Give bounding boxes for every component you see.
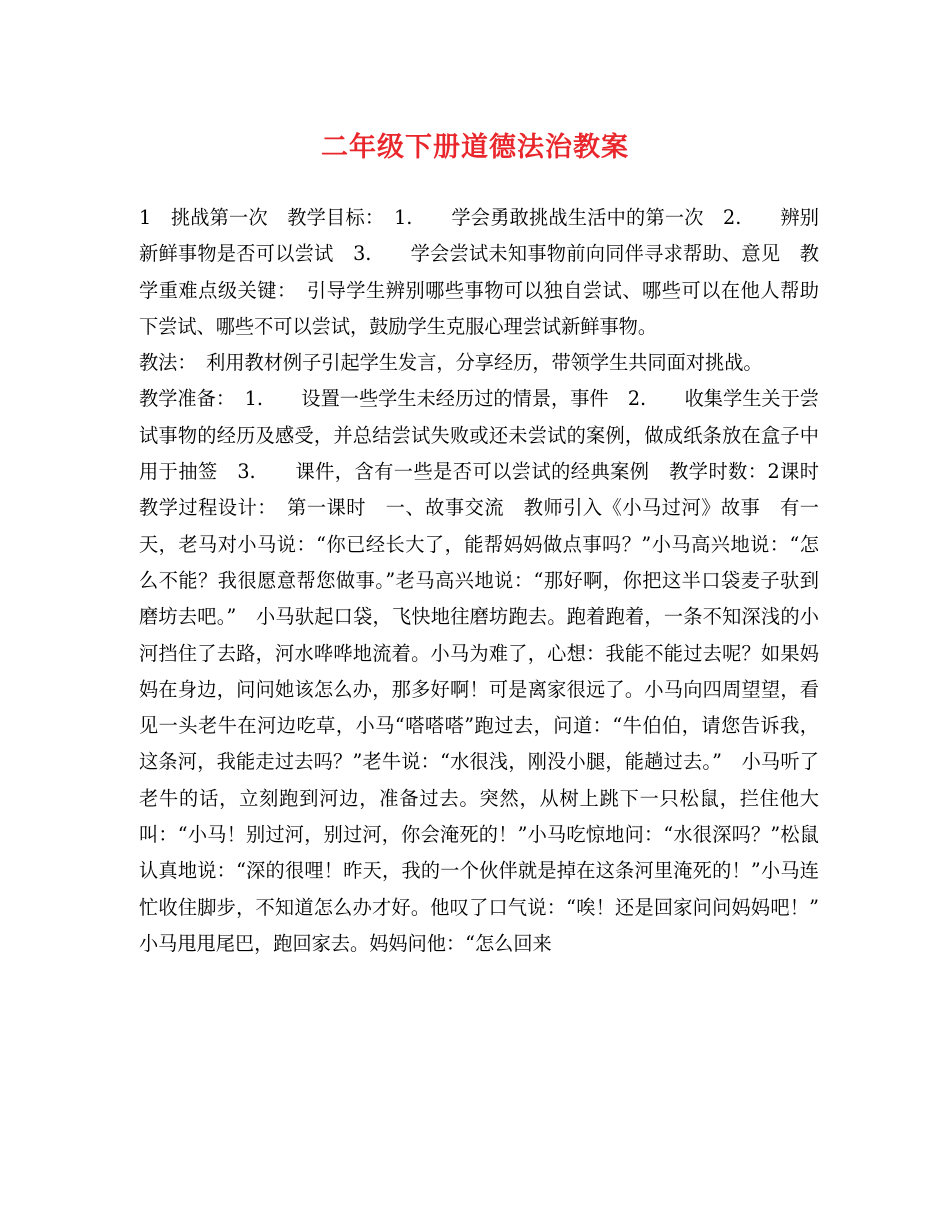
document-body (139, 200, 858, 962)
paragraph-teaching-method: 教法： 利用教材例子引起学生发言，分享经历，带领学生共同面对挑战。 (139, 351, 763, 375)
paragraph-preparation-and-story: 教学准备： 1. 设置一些学生未经历过的情景，事件 2. 收集学生关于尝试事物的经历及感受，并总结尝试失败或还未尝试的案例，做成纸条放在盒子中用于抽签 3. 课件，含有一些是否可以尝试的经典案例 教学时数：2课时 教学过程设计： 第一课时 一、故事交流 教师引入《小马过河》故事 有一天，老马对小马说：“你已经长大了，能帮妈妈做点事吗？”小马高兴地说：“怎么不能？我很愿意帮您做事。”老马高兴地说：“那好啊，你把这半口袋麦子驮到磨坊去吧。” 小马驮起口袋，飞快地往磨坊跑去。跑着跑着，一条不知深浅的小河挡住了去路，河水哗哗地流着。小马为难了，心想：我能不能过去呢？如果妈妈在身边，问问她该怎么办，那多好啊！可是离家很远了。小马向四周望望，看见一头老牛在河边吃草，小马“嗒嗒嗒”跑过去，问道：“牛伯伯，请您告诉我，这条河，我能走过去吗？”老牛说：“水很浅，刚没小腿，能趟过去。” 小马听了老牛的话，立刻跑到河边，准备过去。突然，从树上跳下一只松鼠，拦住他大叫：“小马！别过河，别过河，你会淹死的！”小马吃惊地问：“水很深吗？”松鼠认真地说：“深的很哩！昨天，我的一个伙伴就是掉在这条河里淹死的！”小马连忙收住脚步，不知道怎么办才好。他叹了口气说：“唉！还是回家问问妈妈吧！” 小马甩甩尾巴，跑回家去。妈妈问他：“怎么回来 (139, 387, 858, 955)
document-title: 二年级下册道德法治教案 (321, 132, 629, 163)
paragraph-objectives: 1 挑战第一次 教学目标： 1. 学会勇敢挑战生活中的第一次 2. 辨别新鲜事物是否可以尝试 3. 学会尝试未知事物前向同伴寻求帮助、意见 教学重难点级关键： 引导学生辨别哪些事物可以独自尝试、哪些可以在他人帮助下尝试、哪些不可以尝试，鼓励学生克服心理尝试新鲜事物。 (139, 206, 819, 338)
